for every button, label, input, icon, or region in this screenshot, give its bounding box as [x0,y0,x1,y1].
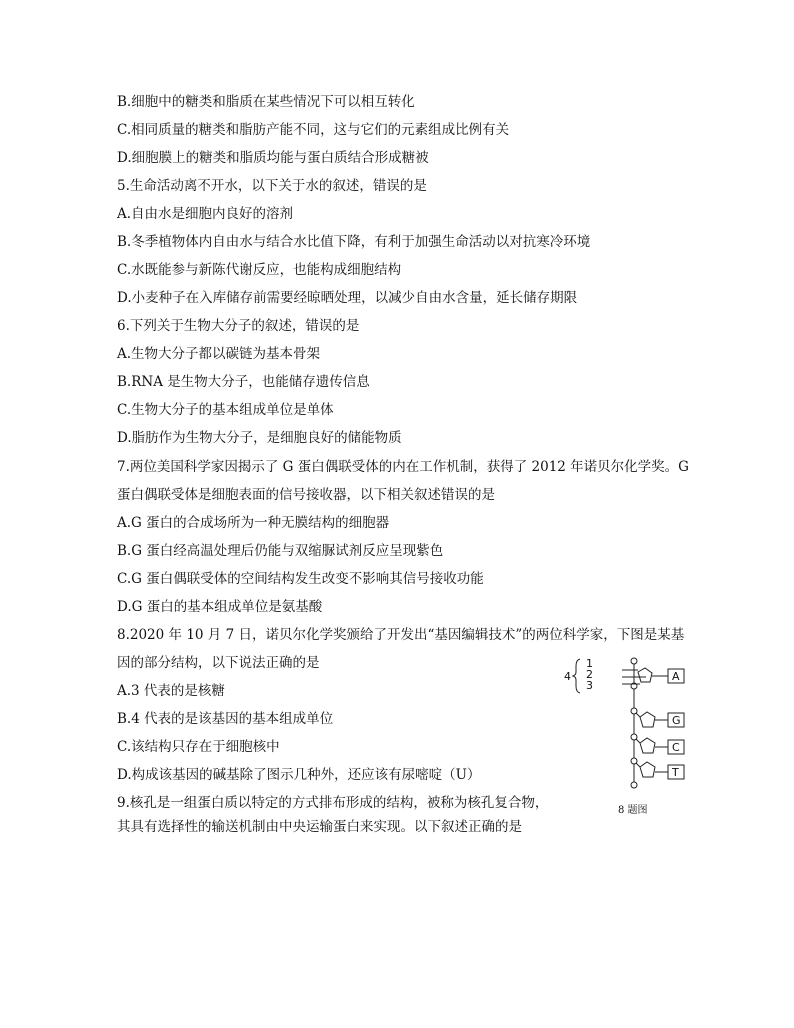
text-line: A.自由水是细胞内良好的溶剂 [117,206,294,222]
base-label: C [672,741,680,754]
label-4: 4 [564,670,571,683]
question-9-stem: 9.核孔是一组蛋白质以特定的方式排布形成的结构，被称为核孔复合物， [117,795,549,811]
phosphate [631,782,637,788]
text-line: D.小麦种子在入库储存前需要经晾晒处理，以减少自由水含量，延长储存期限 [117,290,578,306]
text-line: A.3 代表的是核糖 [117,683,225,699]
base-label: G [672,714,681,727]
deoxyribose [640,762,655,777]
text-line: C.相同质量的糖类和脂肪产能不同，这与它们的元素组成比例有关 [117,122,510,138]
text-line: D.G 蛋白的基本组成单位是氨基酸 [117,599,323,615]
question-5-stem: 5.生命活动离不开水，以下关于水的叙述，错误的是 [117,178,427,194]
text-line: 蛋白偶联受体是细胞表面的信号接收器，以下相关叙述错误的是 [117,487,495,503]
label-1: 1 [586,657,593,670]
text-line: 其具有选择性的输送机制由中央运输蛋白来实现。以下叙述正确的是 [117,819,522,835]
figure-caption: 8 题图 [618,805,648,816]
text-line: D.构成该基因的碱基除了图示几种外，还应该有尿嘧啶（U） [117,767,481,783]
text-line: D.脂肪作为生物大分子，是细胞良好的储能物质 [117,430,402,446]
dna-structure-figure [562,654,692,814]
question-6-stem: 6.下列关于生物大分子的叙述，错误的是 [117,318,360,334]
text-line: B.细胞中的糖类和脂质在某些情况下可以相互转化 [117,94,415,110]
text-line: A.G 蛋白的合成场所为一种无膜结构的细胞器 [117,515,390,531]
text-line: C.该结构只存在于细胞核中 [117,739,280,755]
text-line: C.G 蛋白偶联受体的空间结构发生改变不影响其信号接收功能 [117,571,484,587]
deoxyribose [640,712,655,727]
label-3: 3 [586,679,593,692]
text-line: C.水既能参与新陈代谢反应，也能构成细胞结构 [117,262,402,278]
text-line: A.生物大分子都以碳链为基本骨架 [117,346,321,362]
deoxyribose [640,738,655,753]
text-line: B.4 代表的是该基因的基本组成单位 [117,711,334,727]
text-line: B.G 蛋白经高温处理后仍能与双缩脲试剂反应呈现紫色 [117,543,444,559]
deoxyribose [638,668,652,682]
text-line: B.冬季植物体内自由水与结合水比值下降，有利于加强生命活动以对抗寒冷环境 [117,234,591,250]
brace-icon [573,659,580,693]
base-label: T [672,766,679,779]
phosphate [631,658,637,664]
text-line: 因的部分结构，以下说法正确的是 [117,655,320,671]
label-2: 2 [586,668,593,681]
text-line: B.RNA 是生物大分子，也能储存遗传信息 [117,374,370,390]
question-7-stem: 7.两位美国科学家因揭示了 G 蛋白偶联受体的内在工作机制，获得了 2012 年诺贝尔化学奖。G [117,459,689,475]
question-8-stem: 8.2020 年 10 月 7 日，诺贝尔化学奖颁给了开发出“基因编辑技术”的两位科学家，下图是某基 [117,627,685,643]
base-label: A [672,670,680,683]
text-line: D.细胞膜上的糖类和脂质均能与蛋白质结合形成糖被 [117,150,429,166]
text-line: C.生物大分子的基本组成单位是单体 [117,402,334,418]
